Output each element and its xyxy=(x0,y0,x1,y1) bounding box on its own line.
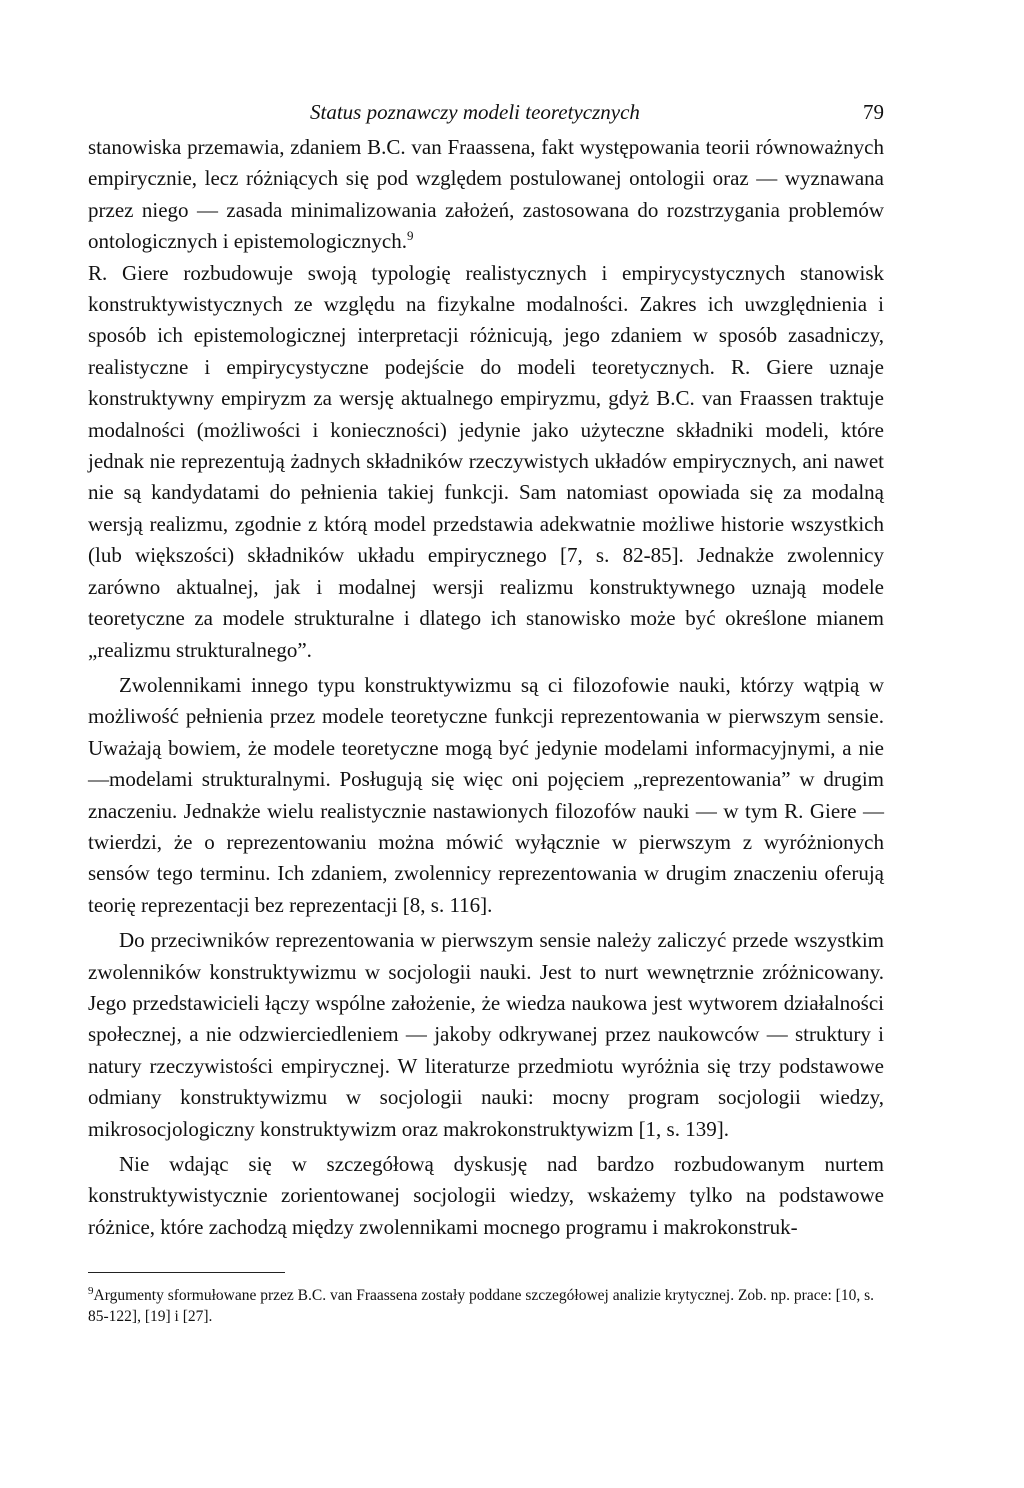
running-header xyxy=(88,92,884,132)
footnote-text: Argumenty sformułowane przez B.C. van Fraassena zostały poddane szczegółowej analizie krytycznej. Zob. np. prace: [10, s. 85-122], [19] i [27]. xyxy=(88,1287,874,1326)
paragraph: Nie wdając się w szczegółową dyskusję nad bardzo rozbudowanym nurtem konstruktywistycznie zorientowanej socjologii wiedzy, wskażemy tylko na podstawowe różnice, które zachodzą między zwolennikami mocnego programu i makrokonstruk- xyxy=(88,1152,884,1239)
page xyxy=(88,92,884,1327)
running-title: Status poznawczy modeli teoretycznych xyxy=(310,100,640,124)
body-text xyxy=(88,132,884,1243)
paragraph-text: stanowiska przemawia, zdaniem B.C. van Fraassena, fakt występowania teorii równoważnych empirycznie, lecz różniących się pod względem postulowanej ontologii oraz — wyznawana przez niego — zasada minimalizowania założeń, zastosowana do rozstrzygania problemów ontologicznych i epistemologicznych. xyxy=(88,135,884,254)
paragraph: Zwolennikami innego typu konstruktywizmu są ci filozofowie nauki, którzy wątpią w możliwość pełnienia przez modele teoretyczne funkcji reprezentowania w pierwszym sensie. Uważają bowiem, że modele teoretyczne mogą być jedynie modelami informacyjnymi, a nie —modelami strukturalnymi. Posługują się więc oni pojęciem „reprezentowania” w drugim znaczeniu. Jednakże wielu realistycznie nastawionych filozofów nauki — w tym R. Giere — twierdzi, że o reprezentowaniu można mówić wyłącznie w pierwszym z wyróżnionych sensów tego terminu. Ich zdaniem, zwolennicy reprezentowania w drugim znaczeniu oferują teorię reprezentacji bez reprezentacji [8, s. 116]. xyxy=(88,672,884,917)
footnote xyxy=(88,1285,884,1327)
paragraph: R. Giere rozbudowuje swoją typologię realistycznych i empirycystycznych stanowisk konstruktywistycznych ze względu na fizykalne modalności. Zakres ich uwzględnienia i sposób ich epistemologicznej interpretacji różnicują, jego zdaniem w sposób zasadniczy, realistyczne i empirycystyczne podejście do modeli teoretycznych. R. Giere uznaje konstruktywny empiryzm za wersję aktualnego empiryzmu, gdyż B.C. van Fraassen traktuje modalności (możliwości i konieczności) jedynie jako użyteczne składniki modeli, które jednak nie reprezentują żadnych składników rzeczywistych układów empirycznych, ani nawet nie są kandydatami do pełnienia takiej funkcji. Sam natomiast opowiada się za modalną wersją realizmu, zgodnie z którą model przedstawia adekwatnie możliwe historie wszystkich (lub większości) składników układu empirycznego [7, s. 82-85]. Jednakże zwolennicy zarówno aktualnej, jak i modalnej wersji realizmu konstruktywnego uznają modele teoretyczne za modele strukturalne i dlatego ich stanowisko może być określone mianem „realizmu strukturalnego”. xyxy=(88,260,884,662)
footnote-reference: 9 xyxy=(407,228,414,244)
paragraph-continuation xyxy=(88,132,884,258)
paragraph: Do przeciwników reprezentowania w pierwszym sensie należy zaliczyć przede wszystkim zwolenników konstruktywizmu w socjologii nauki. Jest to nurt wewnętrznie zróżnicowany. Jego przedstawicieli łączy wspólne założenie, że wiedza naukowa jest wytworem działalności społecznej, a nie odzwierciedleniem — jakoby odkrywanej przez naukowców — struktury i natury rzeczywistości empirycznej. W literaturze przedmiotu wyróżnia się trzy podstawowe odmiany konstruktywizmu w socjologii nauki: mocny program socjologii wiedzy, mikrosocjologiczny konstruktywizm oraz makrokonstruktywizm [1, s. 139]. xyxy=(88,928,884,1141)
page-number: 79 xyxy=(863,100,884,124)
footnote-marker: 9 xyxy=(88,1285,94,1298)
footnote-separator xyxy=(88,1272,285,1273)
